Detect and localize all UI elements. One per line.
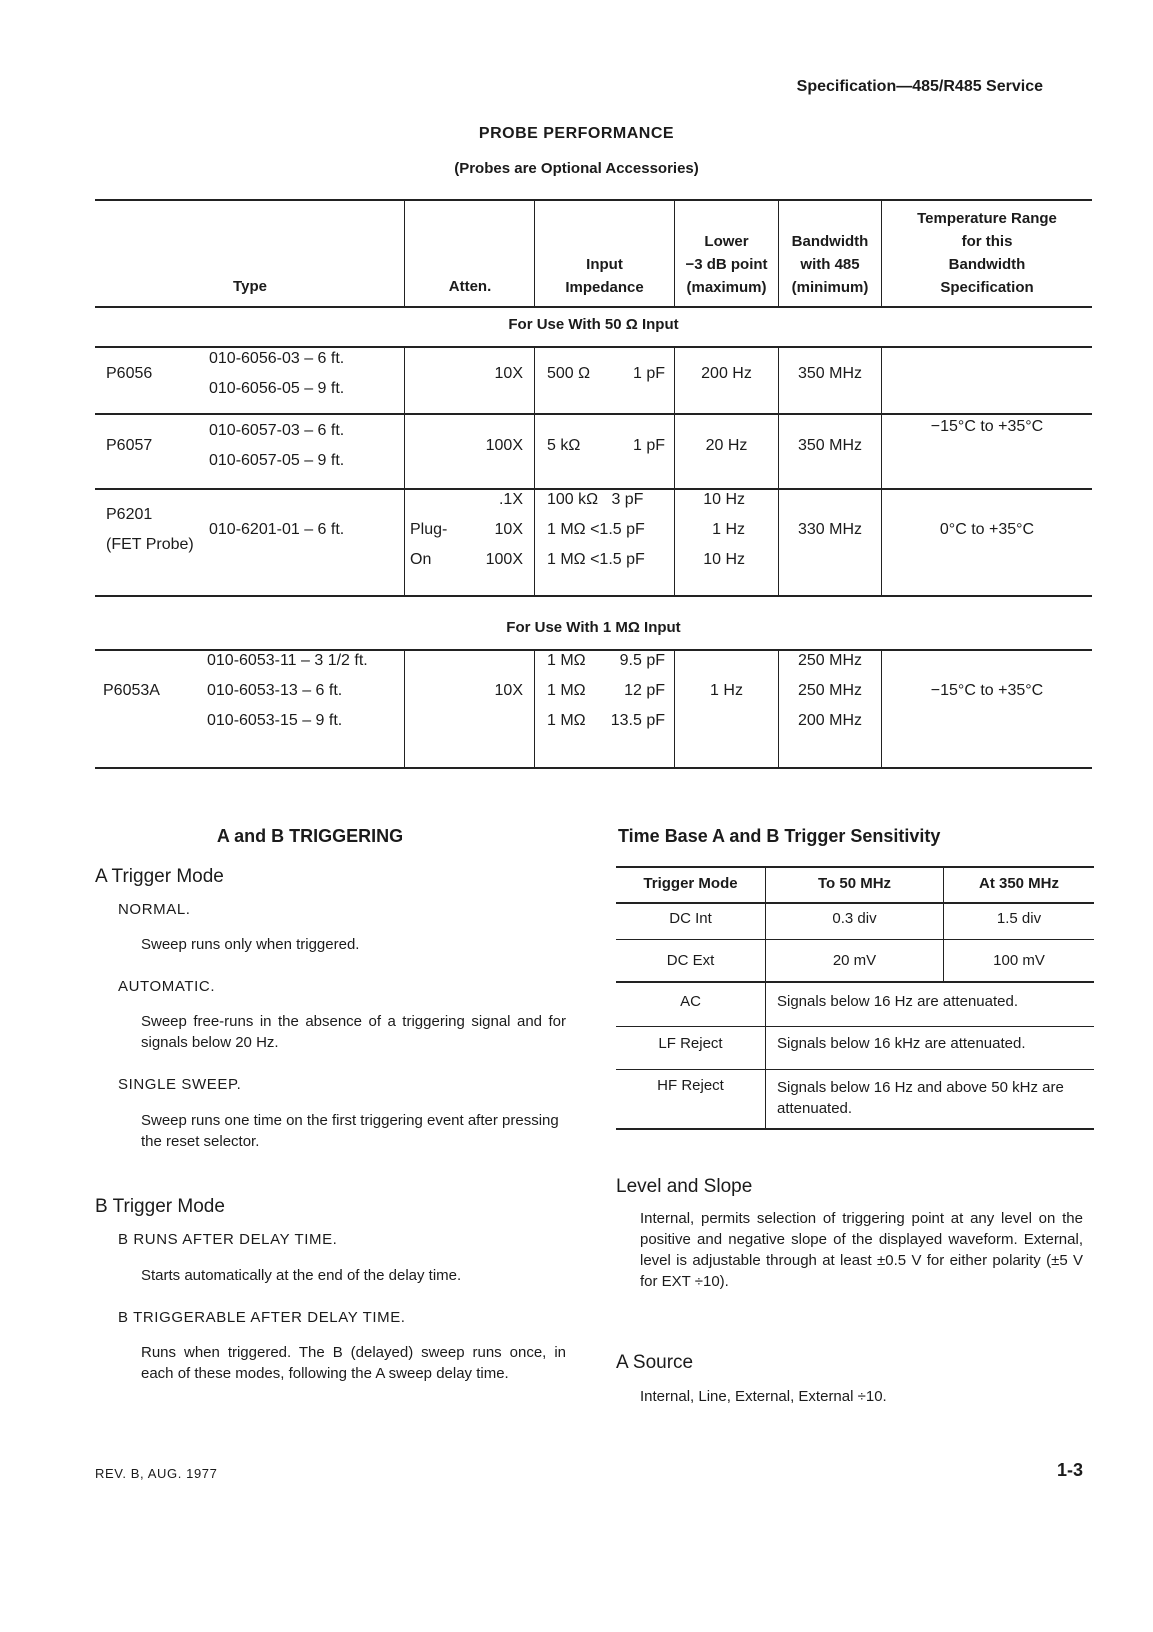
impedance-r: 1 MΩ <box>547 682 586 699</box>
temperature-range: −15°C to +35°C <box>930 418 1044 435</box>
atten-value: 100X <box>485 551 523 568</box>
part-number: 010-6053-11 – 3 1/2 ft. <box>207 652 368 669</box>
temperature-range: −15°C to +35°C <box>930 682 1044 699</box>
row-hf-reject-mode: HF Reject <box>657 1077 724 1094</box>
triggering-title: A and B TRIGGERING <box>216 826 404 846</box>
bandwidth: 250 MHz <box>797 682 863 699</box>
impedance-c: 9.5 pF <box>619 652 665 669</box>
page-number: 1-3 <box>1056 1460 1083 1480</box>
section-1m-ohm: For Use With 1 MΩ Input <box>506 619 681 636</box>
part-number: 010-6053-15 – 9 ft. <box>207 712 343 729</box>
col-bandwidth: Bandwidth with 485 (minimum) <box>791 233 869 296</box>
row-dc-ext-50: 20 mV <box>832 952 877 969</box>
part-number: 010-6057-05 – 9 ft. <box>209 452 345 469</box>
lower-3db: 10 Hz <box>703 551 745 568</box>
row-hf-reject-desc: Signals below 16 Hz and above 50 kHz are attenuated. <box>777 1079 1064 1117</box>
rule <box>95 767 1092 769</box>
a-source-title: A Source <box>616 1352 694 1373</box>
a-source-text: Internal, Line, External, External ÷10. <box>640 1388 887 1405</box>
mode-automatic: AUTOMATIC. <box>118 978 216 995</box>
atten-value: 10X <box>494 682 523 699</box>
row-dc-int-350: 1.5 div <box>996 910 1042 927</box>
running-header: Specification—485/R485 Service <box>796 78 1043 95</box>
bandwidth: 350 MHz <box>797 365 863 382</box>
sensitivity-table <box>616 866 1094 1136</box>
part-number: 010-6056-05 – 9 ft. <box>209 380 345 397</box>
impedance-r: 5 kΩ <box>547 437 581 454</box>
impedance-r: 1 MΩ <box>547 652 586 669</box>
probe-name-note: (FET Probe) <box>106 536 194 553</box>
lower-3db: 10 Hz <box>703 491 745 508</box>
col-lower-3db: Lower −3 dB point (maximum) <box>685 233 768 296</box>
mode-b-runs: B RUNS AFTER DELAY TIME. <box>118 1231 338 1248</box>
mode-b-runs-desc: Starts automatically at the end of the delay time. <box>141 1267 462 1284</box>
row-lf-reject-mode: LF Reject <box>658 1035 723 1052</box>
section-50-ohm: For Use With 50 Ω Input <box>508 316 679 333</box>
lower-3db: 200 Hz <box>701 365 752 382</box>
col-atten: Atten. <box>448 278 492 295</box>
bandwidth: 200 MHz <box>797 712 863 729</box>
rule <box>95 306 1092 308</box>
level-slope-title: Level and Slope <box>616 1176 753 1197</box>
impedance-c: 1 pF <box>632 437 665 454</box>
temperature-range: 0°C to +35°C <box>939 521 1035 538</box>
b-trigger-mode-title: B Trigger Mode <box>95 1196 225 1217</box>
lower-3db: 20 Hz <box>705 437 748 454</box>
part-number: 010-6057-03 – 6 ft. <box>209 422 345 439</box>
probe-name: P6053A <box>103 682 160 699</box>
mode-automatic-desc: Sweep free-runs in the absence of a triggering signal and for signals below 20 Hz. <box>141 1013 566 1051</box>
row-dc-ext-mode: DC Ext <box>666 952 715 969</box>
th-at-350mhz: At 350 MHz <box>978 875 1060 892</box>
th-to-50mhz: To 50 MHz <box>817 875 892 892</box>
bandwidth: 350 MHz <box>797 437 863 454</box>
row-dc-int-50: 0.3 div <box>832 910 877 927</box>
rule <box>95 488 1092 490</box>
plug-label: Plug- <box>410 521 448 538</box>
rule <box>95 199 1092 201</box>
row-ac-mode: AC <box>680 993 701 1010</box>
revision-note: REV. B, AUG. 1977 <box>95 1466 218 1481</box>
level-slope-text: Internal, permits selection of triggering point at any level on the positive and negative slope of the displayed waveform. External, level is adjustable through at least ±0.5 V for either polarity (±5 V for EXT ÷10). <box>640 1210 1083 1290</box>
lower-3db: 1 Hz <box>710 682 743 699</box>
mode-normal: NORMAL. <box>118 901 191 918</box>
atten-value: .1X <box>498 491 523 508</box>
mode-b-triggerable-desc: Runs when triggered. The B (delayed) sweep runs once, in each of these modes, following the A sweep delay time. <box>141 1344 566 1382</box>
impedance: 100 kΩ 3 pF <box>547 491 644 508</box>
impedance-r: 500 Ω <box>547 365 591 382</box>
impedance-c: 13.5 pF <box>610 712 665 729</box>
part-number: 010-6056-03 – 6 ft. <box>209 350 345 367</box>
mode-single-sweep-desc: Sweep runs one time on the first triggering event after pressing the reset selector. <box>141 1112 559 1150</box>
bandwidth: 250 MHz <box>797 652 863 669</box>
probe-subtitle: (Probes are Optional Accessories) <box>454 160 699 177</box>
impedance: 1 MΩ <1.5 pF <box>547 521 645 538</box>
row-ac-desc: Signals below 16 Hz are attenuated. <box>777 993 1018 1010</box>
impedance-c: 12 pF <box>624 682 665 699</box>
rule <box>95 595 1092 597</box>
rule <box>95 346 1092 348</box>
part-number: 010-6053-13 – 6 ft. <box>207 682 343 699</box>
part-number: 010-6201-01 – 6 ft. <box>209 521 345 538</box>
a-trigger-mode-title: A Trigger Mode <box>95 866 224 887</box>
probe-name: P6057 <box>106 437 153 454</box>
mode-normal-desc: Sweep runs only when triggered. <box>141 936 360 953</box>
atten-value: 10X <box>494 365 523 382</box>
th-trigger-mode: Trigger Mode <box>643 875 738 892</box>
row-lf-reject-desc: Signals below 16 kHz are attenuated. <box>777 1035 1026 1052</box>
impedance-r: 1 MΩ <box>547 712 586 729</box>
col-impedance: Input Impedance <box>565 256 644 296</box>
sensitivity-title: Time Base A and B Trigger Sensitivity <box>618 826 941 846</box>
plug-label: On <box>410 551 432 568</box>
probe-name: P6201 <box>106 506 153 523</box>
row-dc-ext-350: 100 mV <box>993 952 1045 969</box>
rule <box>95 413 1092 415</box>
probe-table <box>95 199 1092 769</box>
impedance-c: 1 pF <box>632 365 665 382</box>
impedance: 1 MΩ <1.5 pF <box>547 551 645 568</box>
col-temperature: Temperature Range for this Bandwidth Specification <box>917 210 1057 296</box>
bandwidth: 330 MHz <box>797 521 863 538</box>
col-type: Type <box>233 278 267 295</box>
lower-3db: 1 Hz <box>712 521 745 538</box>
rule <box>95 649 1092 651</box>
probe-name: P6056 <box>106 365 153 382</box>
atten-value: 10X <box>494 521 523 538</box>
probe-title: PROBE PERFORMANCE <box>478 125 675 142</box>
row-dc-int-mode: DC Int <box>669 910 712 927</box>
mode-b-triggerable: B TRIGGERABLE AFTER DELAY TIME. <box>118 1309 406 1326</box>
mode-single-sweep: SINGLE SWEEP. <box>118 1076 242 1093</box>
atten-value: 100X <box>485 437 523 454</box>
